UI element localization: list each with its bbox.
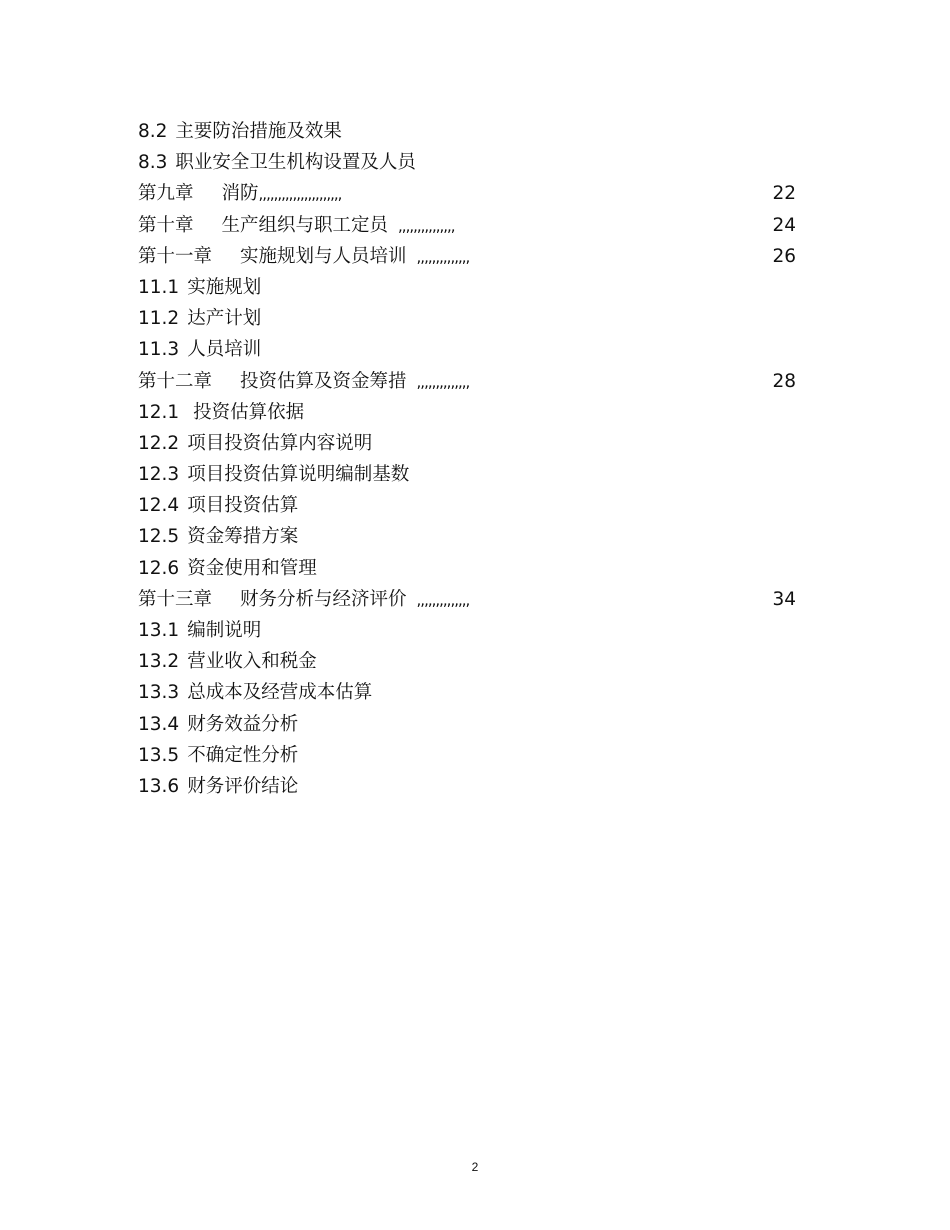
toc-section-number: 8.2	[138, 121, 168, 142]
toc-section-title: 总成本及经营成本估算	[187, 682, 373, 704]
toc-chapter	[138, 210, 798, 241]
toc-subsection	[138, 709, 798, 740]
toc-chapter-label: 第十一章	[138, 245, 213, 267]
toc-subsection	[138, 521, 798, 552]
toc-section-number: 11.3	[138, 339, 180, 361]
toc-chapter	[138, 178, 798, 209]
toc-leader-dots: ,,,,,,,,,,,,,,	[416, 247, 470, 266]
toc-section-title: 项目投资估算	[187, 495, 299, 517]
toc-page-number: 34	[772, 588, 796, 610]
toc-subsection	[138, 459, 798, 490]
toc-chapter-label: 第九章	[138, 183, 194, 205]
toc-section-title: 投资估算依据	[187, 401, 305, 423]
toc-leader-dots: ,,,,,,,,,,,,,,	[416, 372, 470, 391]
toc-subsection	[138, 771, 798, 802]
toc-subsection	[138, 147, 798, 178]
toc-subsection	[138, 272, 798, 303]
toc-section-number: 11.1	[138, 276, 180, 298]
toc-chapter-title: 实施规划与人员培训	[240, 245, 407, 267]
toc-section-number: 13.2	[138, 651, 180, 673]
toc-section-number: 12.6	[138, 557, 180, 579]
toc-section-number: 13.6	[138, 775, 180, 797]
toc-section-number: 13.5	[138, 744, 180, 766]
toc-subsection	[138, 646, 798, 677]
toc-chapter-title: 投资估算及资金筹措	[240, 370, 407, 392]
toc-section-number: 12.3	[138, 464, 180, 486]
table-of-contents	[138, 116, 798, 802]
toc-subsection	[138, 490, 798, 521]
toc-section-title: 财务效益分析	[187, 713, 299, 735]
toc-chapter-label: 第十三章	[138, 588, 213, 610]
toc-subsection	[138, 116, 798, 147]
toc-chapter-title: 生产组织与职工定员	[221, 214, 389, 236]
toc-chapter	[138, 366, 798, 397]
toc-subsection	[138, 303, 798, 334]
toc-subsection	[138, 397, 798, 428]
toc-section-number: 13.3	[138, 682, 180, 704]
toc-section-number: 11.2	[138, 308, 180, 330]
toc-section-number: 12.2	[138, 432, 180, 454]
toc-section-number: 13.4	[138, 713, 180, 735]
toc-chapter-label: 第十章	[138, 214, 194, 236]
toc-subsection	[138, 740, 798, 771]
toc-page-number: 24	[772, 214, 796, 236]
toc-chapter	[138, 584, 798, 615]
toc-subsection	[138, 428, 798, 459]
toc-section-title: 人员培训	[187, 339, 262, 361]
toc-section-title: 不确定性分析	[187, 744, 299, 766]
toc-subsection	[138, 615, 798, 646]
toc-section-title: 编制说明	[187, 620, 262, 641]
toc-chapter-title: 财务分析与经济评价	[240, 588, 407, 610]
toc-leader-dots: ,,,,,,,,,,,,,,	[416, 590, 470, 609]
toc-section-title: 营业收入和税金	[187, 651, 317, 673]
toc-page-number: 22	[772, 183, 796, 205]
toc-page-number: 28	[772, 370, 796, 392]
toc-section-title: 项目投资估算说明编制基数	[187, 464, 410, 486]
toc-section-number: 12.4	[138, 495, 180, 517]
toc-section-title: 实施规划	[187, 276, 262, 298]
toc-section-title: 资金筹措方案	[187, 526, 299, 548]
toc-chapter	[138, 241, 798, 272]
toc-section-number: 8.3	[138, 152, 168, 174]
toc-subsection	[138, 553, 798, 584]
toc-page-number: 26	[772, 245, 796, 267]
toc-chapter-title: 消防	[221, 183, 259, 205]
toc-subsection	[138, 677, 798, 708]
toc-section-title: 资金使用和管理	[187, 557, 317, 579]
toc-section-title: 达产计划	[187, 308, 262, 330]
toc-section-number: 12.5	[138, 526, 180, 548]
toc-section-title: 职业安全卫生机构设置及人员	[175, 152, 416, 174]
toc-section-number: 13.1	[138, 620, 180, 641]
toc-subsection	[138, 334, 798, 365]
toc-chapter-label: 第十二章	[138, 370, 213, 392]
toc-section-title: 财务评价结论	[187, 775, 299, 797]
page-number: 2	[471, 1160, 479, 1174]
toc-section-number: 12.1	[138, 401, 180, 423]
toc-leader-dots: ,,,,,,,,,,,,,,,	[398, 216, 455, 235]
toc-section-title: 项目投资估算内容说明	[187, 432, 373, 454]
toc-section-title: 主要防治措施及效果	[175, 121, 342, 142]
toc-leader-dots: ,,,,,,,,,,,,,,,,,,,,,,	[258, 185, 342, 204]
